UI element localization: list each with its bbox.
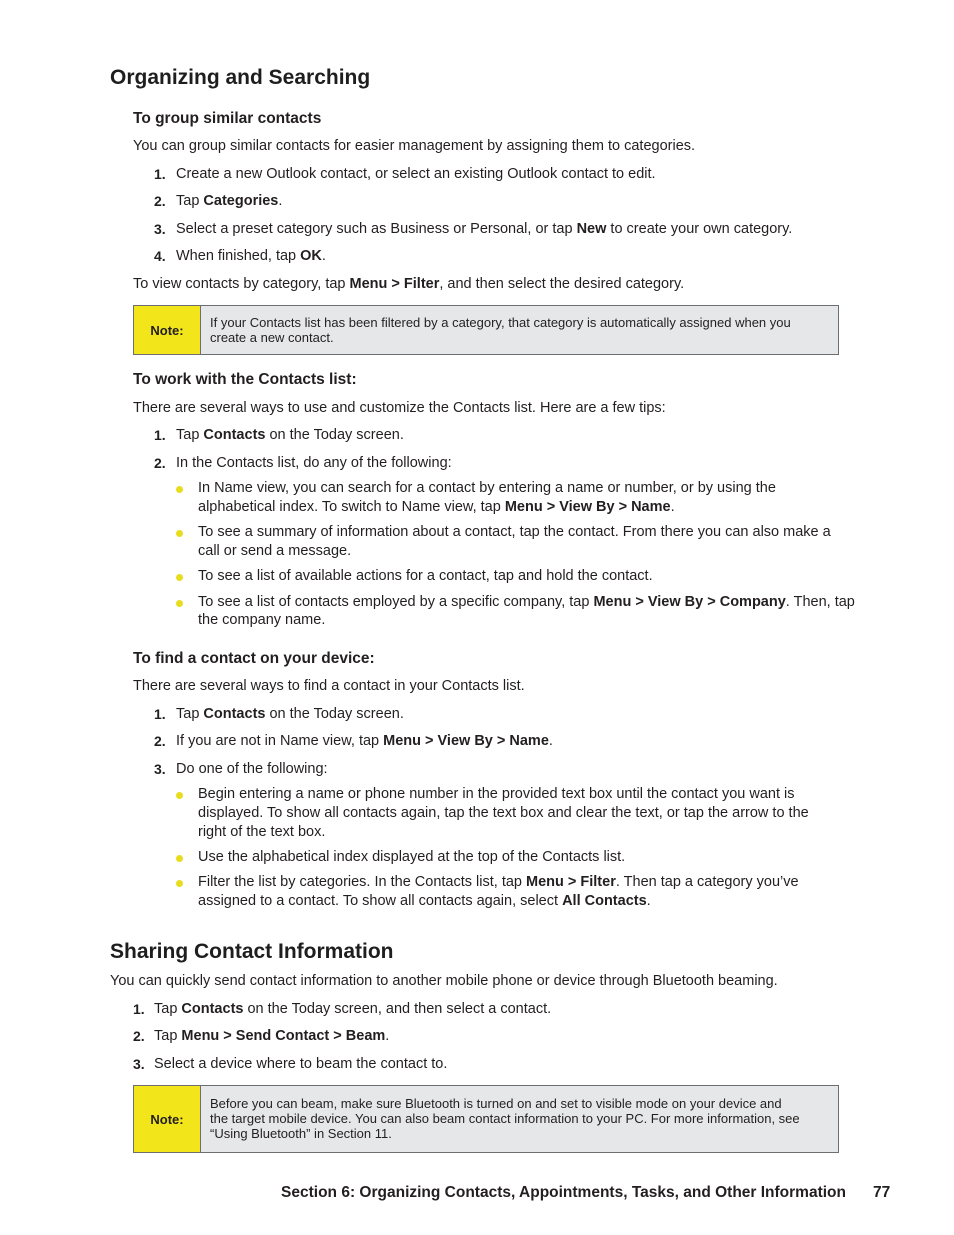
section-title: Sharing Contact Information xyxy=(110,940,394,963)
bullet-icon xyxy=(176,530,183,537)
bullet-icon xyxy=(176,880,183,887)
page-number: 77 xyxy=(873,1184,891,1201)
note-box xyxy=(133,1085,839,1153)
group-intro: You can group similar contacts for easier management by assigning them to categories. xyxy=(133,138,696,154)
bullet-icon xyxy=(176,855,183,862)
bullet-icon xyxy=(176,486,183,493)
bullet-icon xyxy=(176,792,183,799)
sharing-intro: You can quickly send contact information to another mobile phone or device through Bluetooth beaming. xyxy=(110,973,778,989)
footer-section-title: Section 6: Organizing Contacts, Appointments, Tasks, and Other Information xyxy=(281,1184,846,1201)
find-intro: There are several ways to find a contact in your Contacts list. xyxy=(133,678,525,694)
note-label: Note: xyxy=(134,306,201,354)
bullet-icon xyxy=(176,574,183,581)
view-by-category-text: To view contacts by category, tap Menu > Filter, and then select the desired category. xyxy=(133,276,685,292)
work-intro: There are several ways to use and customize the Contacts list. Here are a few tips: xyxy=(133,400,666,416)
subheading-group-contacts: To group similar contacts xyxy=(133,110,322,127)
section-title: Organizing and Searching xyxy=(110,66,371,89)
note-text: If your Contacts list has been filtered by a category, that category is automatically assigned when you create a new contact. xyxy=(210,315,791,345)
note-box xyxy=(133,305,839,355)
bullet-icon xyxy=(176,600,183,607)
note-text: Before you can beam, make sure Bluetooth is turned on and set to visible mode on your device and the target mobile device. You can also beam contact information to your PC. For more information, see “Using Bluetooth” in Section 11. xyxy=(210,1096,800,1141)
subheading-find-contact: To find a contact on your device: xyxy=(133,650,375,667)
subheading-work-contacts: To work with the Contacts list: xyxy=(133,371,357,388)
note-label: Note: xyxy=(134,1086,201,1152)
